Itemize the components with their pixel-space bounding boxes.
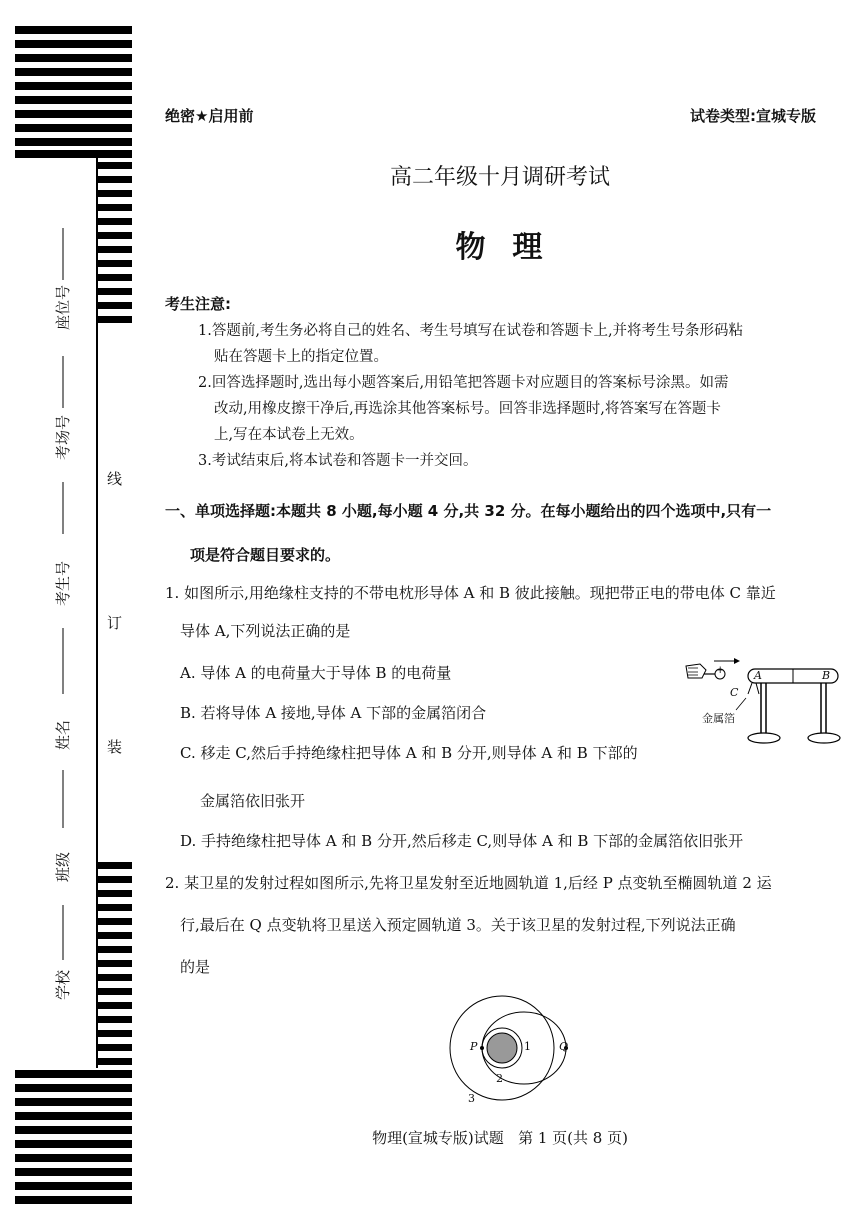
binding-strip [0,0,140,1228]
field-school: 学校 [54,969,72,1000]
notice-line: 1.答题前,考生务必将自己的姓名、考生号填写在试卷和答题卡上,并将考生号条形码粘 [198,323,744,339]
orbit-label-p: P [470,1040,478,1053]
section-heading-line2: 项是符合题目要求的。 [190,546,341,564]
notice-heading: 考生注意: [165,295,231,313]
q2-stem-line3: 的是 [180,958,211,976]
figure-label-foil: 金属箔 [702,712,735,725]
q1-option-c-line2: 金属箔依旧张开 [200,792,306,810]
orbit-label-1: 1 [524,1040,531,1053]
notice-line: 2.回答选择题时,选出每小题答案后,用铅笔把答题卡对应题目的答案标号涂黑。如需 [198,375,729,391]
q1-figure [680,652,850,752]
field-class: 班级 [54,851,72,882]
confidential-label: 绝密★启用前 [165,107,254,125]
q2-stem-line2: 行,最后在 Q 点变轨将卫星送入预定圆轨道 3。关于该卫星的发射过程,下列说法正确 [180,916,736,934]
field-seat-number: 座位号 [54,284,72,330]
notice-line: 贴在答题卡上的指定位置。 [214,349,388,365]
conductor-figure [680,652,850,752]
q1-option-b: B. 若将导体 A 接地,导体 A 下部的金属箔闭合 [180,704,487,722]
figure-label-plus: + [716,665,725,676]
field-candidate-number: 考生号 [54,560,72,606]
figure-label-c: C [730,686,739,699]
q1-stem-line2: 导体 A,下列说法正确的是 [180,622,351,640]
cut-mark-line: 线 [107,470,123,488]
figure-label-b: B [822,669,831,682]
page-footer: 物理(宣城专版)试题 第 1 页(共 8 页) [372,1129,628,1147]
notice-item-1 [198,318,848,370]
orbit-label-3: 3 [468,1092,475,1105]
section-heading-line1: 一、单项选择题:本题共 8 小题,每小题 4 分,共 32 分。在每小题给出的四个选项中,只有一 [165,502,772,520]
q1-option-a: A. 导体 A 的电荷量大于导体 B 的电荷量 [180,664,452,682]
cut-mark-ding: 订 [107,614,123,632]
field-room-number: 考场号 [54,414,72,460]
exam-title: 高二年级十月调研考试 [389,165,610,190]
cut-mark-zhuang: 装 [107,738,123,756]
notice-line: 改动,用橡皮擦干净后,再选涂其他答案标号。回答非选择题时,将答案写在答题卡 [214,401,721,417]
q1-option-c-line1: C. 移走 C,然后手持绝缘柱把导体 A 和 B 分开,则导体 A 和 B 下部的 [180,744,638,762]
q2-stem-line1: 2. 某卫星的发射过程如图所示,先将卫星发射至近地圆轨道 1,后经 P 点变轨至椭圆轨道 2 运 [165,874,772,892]
q1-stem-line1: 1. 如图所示,用绝缘柱支持的不带电枕形导体 A 和 B 彼此接触。现把带正电的带电体 C 靠近 [165,584,776,602]
q1-option-d: D. 手持绝缘柱把导体 A 和 B 分开,然后移走 C,则导体 A 和 B 下部的金属箔依旧张开 [180,832,744,850]
figure-label-a: A [754,669,762,682]
orbit-label-q: Q [559,1040,569,1053]
notice-line: 上,写在本试卷上无效。 [214,427,364,443]
notice-item-2 [198,370,848,448]
field-name: 姓名 [54,719,72,750]
subject-title: 物 理 [455,230,545,265]
notice-item-3 [198,448,848,474]
orbit-label-2: 2 [496,1072,503,1085]
q2-figure [440,990,580,1110]
paper-type-label: 试卷类型:宣城专版 [690,107,816,125]
notice-line: 3.考试结束后,将本试卷和答题卡一并交回。 [198,453,478,469]
